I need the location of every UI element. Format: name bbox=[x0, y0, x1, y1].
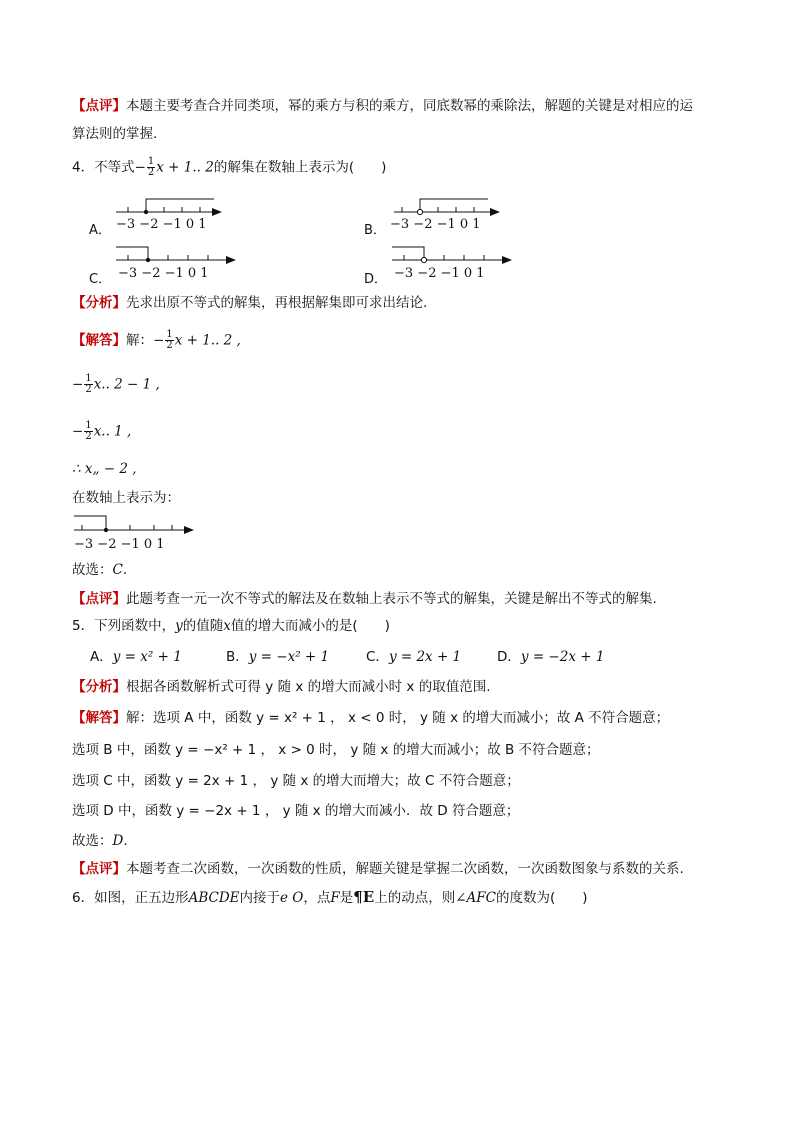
q4-analysis-text: 先求出原不等式的解集，再根据解集即可求出结论. bbox=[126, 295, 428, 311]
q4-solution-line3: − $\frac{1}{2}$ x.. 1 , bbox=[72, 420, 132, 442]
review-tag: 【点评】 bbox=[72, 98, 126, 114]
q4-solution-numberline-labels: −3 −2 −1 0 1 bbox=[74, 537, 165, 552]
solution-tag: 【解答】 bbox=[72, 332, 126, 349]
q5-solution-line1: 【解答】解：选项 A 中，函数 y = x² + 1 ， x < 0 时， y 随 x 的增大而减小；故 A 不符合题意； bbox=[72, 710, 670, 726]
q4-solution-numberline bbox=[72, 512, 196, 536]
q4-option-b-labels: −3 −2 −1 0 1 bbox=[390, 217, 481, 232]
q5-analysis-text: 根据各函数解析式可得 y 随 x 的增大而减小时 x 的取值范围. bbox=[126, 679, 491, 695]
q5-option-b: B．y = −x² + 1 bbox=[226, 649, 330, 665]
q4-fraction: $\frac{1}{2}$ bbox=[147, 156, 155, 178]
q4-option-d-numberline bbox=[390, 244, 514, 268]
q4-solution-line5: 在数轴上表示为： bbox=[72, 490, 180, 506]
q5-answer: 故选：D. bbox=[72, 833, 128, 849]
q4-option-c-labels: −3 −2 −1 0 1 bbox=[118, 266, 209, 281]
analysis-tag: 【分析】 bbox=[72, 295, 126, 311]
q4-solution-line2: − $\frac{1}{2}$ x.. 2 − 1 , bbox=[72, 373, 160, 395]
review-paragraph-q3 bbox=[72, 97, 693, 115]
q4-neg: − bbox=[134, 159, 146, 176]
q4-answer: 故选：C. bbox=[72, 562, 128, 578]
q4-analysis bbox=[72, 294, 427, 312]
q4-option-a-letter: A． bbox=[89, 223, 111, 238]
q4-option-b-letter: B． bbox=[364, 223, 386, 238]
question-6-stem: 6．如图，正五边形ABCDE内接于e O，点F是¶E上的动点，则∠AFC的度数为( ) bbox=[72, 888, 588, 906]
q5-analysis: 【分析】根据各函数解析式可得 y 随 x 的增大而减小时 x 的取值范围. bbox=[72, 679, 491, 695]
question-4-stem bbox=[72, 157, 386, 178]
q4-prefix: 4．不等式 bbox=[72, 159, 135, 176]
review-text-line2: 算法则的掌握. bbox=[72, 126, 158, 142]
q5-option-a: A．y = x² + 1 bbox=[90, 649, 182, 665]
q5-review: 【点评】本题考查二次函数，一次函数的性质，解题关键是掌握二次函数，一次函数图象与系数的关系. bbox=[72, 861, 684, 877]
q5-solution-line3: 选项 C 中，函数 y = 2x + 1 ， y 随 x 的增大而增大；故 C 不符合题意； bbox=[72, 773, 520, 789]
q4-solution-line4: ∴ x„ − 2 , bbox=[72, 461, 137, 477]
q4-suffix: 的解集在数轴上表示为( ) bbox=[213, 159, 387, 176]
q5-option-c: C．y = 2x + 1 bbox=[366, 649, 462, 665]
q4-option-d-labels: −3 −2 −1 0 1 bbox=[394, 266, 485, 281]
q4-solution-line1: 【解答】解：− $\frac{1}{2}$ x + 1.. 2 , bbox=[72, 329, 241, 351]
question-5-stem: 5．下列函数中，y的值随x值的增大而减小的是( ) bbox=[72, 618, 390, 634]
review-paragraph-q3-line2 bbox=[72, 125, 157, 143]
review-text-line1: 本题主要考查合并同类项，幂的乘方与积的乘方，同底数幂的乘除法，解题的关键是对相应的运 bbox=[126, 98, 693, 114]
q4-option-c-letter: C． bbox=[89, 272, 112, 287]
q4-option-c-numberline bbox=[114, 244, 238, 268]
q4-review-text: 此题考查一元一次不等式的解法及在数轴上表示不等式的解集，关键是解出不等式的解集. bbox=[126, 591, 657, 607]
q4-review: 【点评】此题考查一元一次不等式的解法及在数轴上表示不等式的解集，关键是解出不等式的解集. bbox=[72, 591, 657, 607]
q5-option-d: D．y = −2x + 1 bbox=[497, 649, 605, 665]
q5-solution-line2: 选项 B 中，函数 y = −x² + 1 ， x > 0 时， y 随 x 的增大而减小；故 B 不符合题意； bbox=[72, 742, 600, 758]
q5-solution-line4: 选项 D 中，函数 y = −2x + 1 ， y 随 x 的增大而减小．故 D 符合题意； bbox=[72, 803, 520, 819]
q4-option-a-labels: −3 −2 −1 0 1 bbox=[116, 217, 207, 232]
q5-review-text: 本题考查二次函数，一次函数的性质，解题关键是掌握二次函数，一次函数图象与系数的关系. bbox=[126, 861, 684, 877]
arc-symbol: ¶E bbox=[353, 888, 375, 906]
q4-expression: x + 1.. 2 bbox=[156, 159, 214, 176]
q4-option-d-letter: D． bbox=[364, 272, 388, 287]
